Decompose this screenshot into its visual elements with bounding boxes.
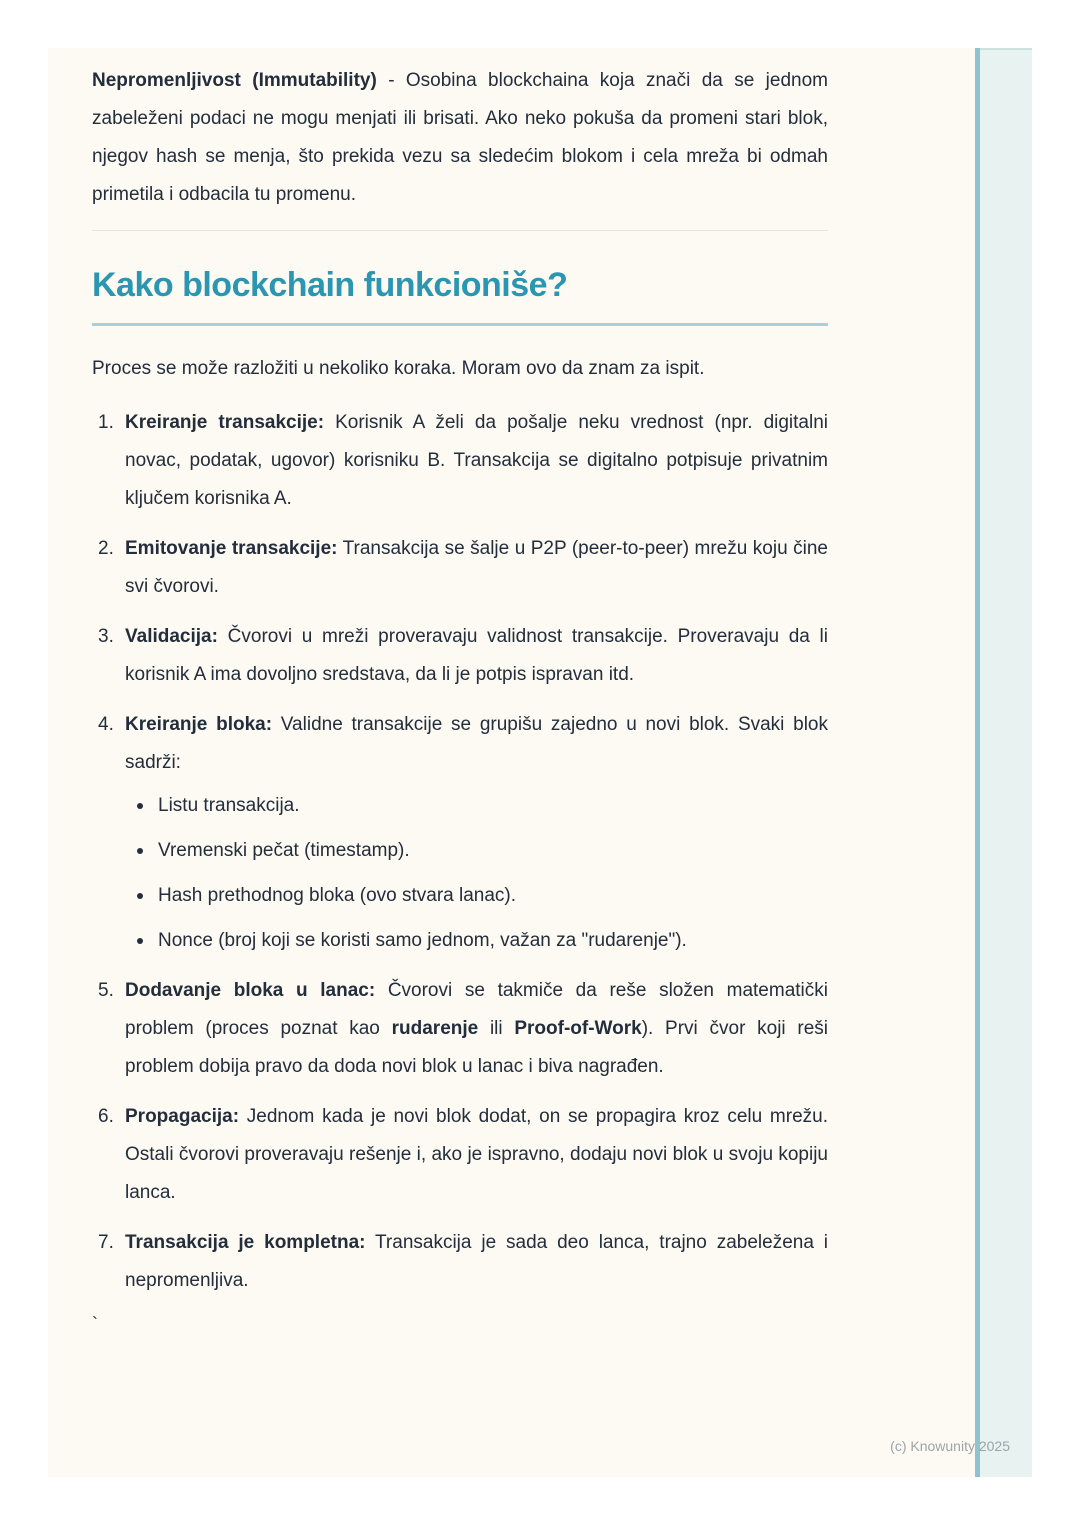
step-text: Korisnik A želi da pošalje neku vrednost (npr. digitalni novac, podatak, ugovor) korisniku B. Transakcija se digitalno potpisuje privatnim ključem korisnika A. xyxy=(125,412,829,509)
bullet-icon xyxy=(137,803,143,809)
definition-term: Nepromenljivost (Immutability) xyxy=(92,70,377,91)
step-lead: Emitovanje transakcije: xyxy=(125,538,338,559)
block-part-text: Nonce (broj koji se koristi samo jednom, važan za "rudarenje"). xyxy=(158,930,687,951)
stray-backtick: ` xyxy=(92,1314,98,1334)
step-number: 1. xyxy=(98,412,114,433)
definition-text: - Osobina blockchaina koja znači da se jednom zabeleženi podaci ne mogu menjati ili brisati. Ako neko pokuša da promeni stari blok, njegov hash se menja, što prekida vezu sa sledećim blokom i cela mreža bi odmah primetila i odbacila tu promenu. xyxy=(92,70,828,205)
step-number: 5. xyxy=(98,980,114,1001)
step-lead: Propagacija: xyxy=(125,1106,240,1127)
title-underline xyxy=(92,323,828,326)
bullet-icon xyxy=(137,893,143,899)
step-text: Jednom kada je novi blok dodat, on se propagira kroz celu mrežu. Ostali čvorovi proveravaju rešenje i, ako je ispravno, dodaju novi blok u svoju kopiju lanca. xyxy=(125,1106,828,1203)
step-emphasis: Proof-of-Work xyxy=(514,1018,642,1039)
block-part-text: Hash prethodnog bloka (ovo stvara lanac). xyxy=(158,885,517,906)
step-number: 4. xyxy=(98,714,114,735)
step-item-5 xyxy=(92,972,828,1086)
step-text: Transakcija je sada deo lanca, trajno zabeležena i nepromenljiva. xyxy=(125,1232,829,1291)
step-lead: Kreiranje bloka: xyxy=(125,714,273,735)
block-part-text: Listu transakcija. xyxy=(158,795,300,816)
step-text: Transakcija se šalje u P2P (peer-to-peer) mrežu koju čine svi čvorovi. xyxy=(125,538,829,597)
step-text: ili xyxy=(478,1018,515,1039)
steps-list xyxy=(92,404,828,1300)
document-page xyxy=(48,48,1032,1477)
block-part-item xyxy=(137,787,828,825)
section-divider xyxy=(92,230,828,231)
step-text: Validne transakcije se grupišu zajedno u novi blok. Svaki blok sadrži: xyxy=(125,714,828,773)
block-part-item xyxy=(137,922,828,960)
bullet-icon xyxy=(137,848,143,854)
step-item-6 xyxy=(92,1098,828,1212)
step-item-4 xyxy=(92,706,828,960)
step-item-2 xyxy=(92,530,828,606)
accent-stripe xyxy=(980,48,1032,1477)
definition-paragraph xyxy=(92,62,828,214)
step-text: ). Prvi čvor koji reši problem dobija pravo da doda novi blok u lanac i biva nagrađen. xyxy=(125,1018,828,1077)
section-title: Kako blockchain funkcioniše? xyxy=(92,266,568,304)
step-number: 7. xyxy=(98,1232,114,1253)
bullet-icon xyxy=(137,938,143,944)
step-number: 6. xyxy=(98,1106,114,1127)
section-subtitle: Proces se može razložiti u nekoliko koraka. Moram ovo da znam za ispit. xyxy=(92,358,705,379)
step-emphasis: rudarenje xyxy=(391,1018,479,1039)
step-lead: Dodavanje bloka u lanac: xyxy=(125,980,376,1001)
page-content xyxy=(92,62,828,1336)
step-text: Čvorovi u mreži proveravaju validnost transakcije. Proveravaju da li korisnik A ima dovoljno sredstava, da li je potpis ispravan itd. xyxy=(125,626,828,685)
step-lead: Validacija: xyxy=(125,626,218,647)
step-number: 3. xyxy=(98,626,114,647)
step-number: 2. xyxy=(98,538,114,559)
step-item-7 xyxy=(92,1224,828,1300)
step-item-3 xyxy=(92,618,828,694)
block-part-text: Vremenski pečat (timestamp). xyxy=(158,840,410,861)
block-part-item xyxy=(137,832,828,870)
copyright-footer: (c) Knowunity 2025 xyxy=(890,1438,1010,1454)
step-lead: Kreiranje transakcije: xyxy=(125,412,325,433)
step-text: Čvorovi se takmiče da reše složen matematički problem (proces poznat kao xyxy=(125,980,828,1039)
step-item-1 xyxy=(92,404,828,518)
block-part-item xyxy=(137,877,828,915)
step-lead: Transakcija je kompletna: xyxy=(125,1232,366,1253)
block-contents-list xyxy=(125,787,828,960)
